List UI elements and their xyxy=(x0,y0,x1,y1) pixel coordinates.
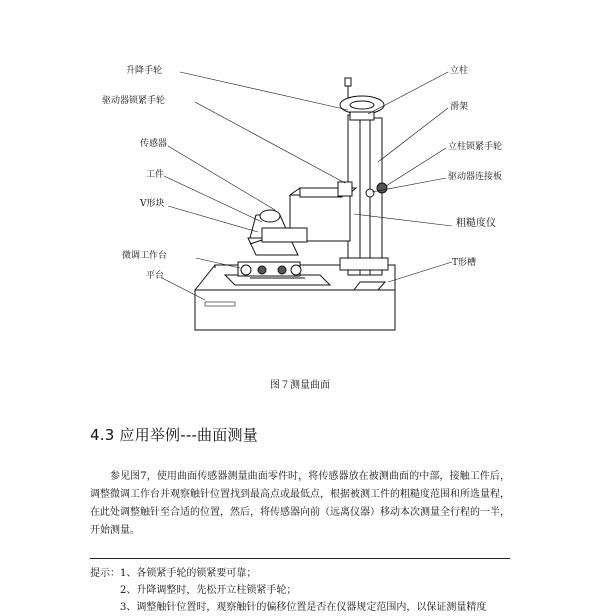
note-item: 3、调整触针位置时，观察触针的偏移位置是否在仪器规定范围内，以保证测量精度 xyxy=(120,602,487,613)
label-carriage: 滑架 xyxy=(450,102,469,112)
label-column: 立柱 xyxy=(450,66,469,76)
label-drive-plate: 驱动器连接板 xyxy=(448,172,503,182)
notes-block xyxy=(90,565,510,616)
label-platform: 平台 xyxy=(146,271,165,281)
note-item: 2、升降调整时，先松开立柱锁紧手轮； xyxy=(120,585,297,596)
label-fine-table: 微调工作台 xyxy=(122,251,168,261)
label-workpiece: 工件 xyxy=(146,170,165,180)
label-drive-lock-wheel: 驱动器锁紧手轮 xyxy=(102,96,166,106)
figure-caption: 图７测量曲面 xyxy=(270,380,330,391)
label-column-lock-wheel: 立柱锁紧手轮 xyxy=(448,142,503,152)
note-item: 1、各锁紧手轮的锁紧要可靠； xyxy=(120,568,257,579)
notes-prefix: 提示： xyxy=(90,568,120,579)
label-lift-wheel: 升降手轮 xyxy=(126,66,163,76)
divider xyxy=(90,558,510,559)
label-v-block: V形块 xyxy=(140,199,165,209)
label-roughness-meter: 粗糙度仪 xyxy=(456,218,496,229)
body-paragraph: 参见图7，使用曲面传感器测量曲面零件时，将传感器放在被测曲面的中部，接触工件后，调整微调工作台并观察触针位置找到最高点或最低点，根据被测工件的粗糙度范围和所选量程，在此处调整触针至合适的位置，然后，将传感器向前（远离仪器）移动本次测量全行程的一半，开始测量。 xyxy=(90,471,510,536)
label-t-slot: T形槽 xyxy=(452,258,477,268)
section-heading: 4.3 应用举例---曲面测量 xyxy=(90,426,258,444)
label-sensor: 传感器 xyxy=(140,139,168,149)
